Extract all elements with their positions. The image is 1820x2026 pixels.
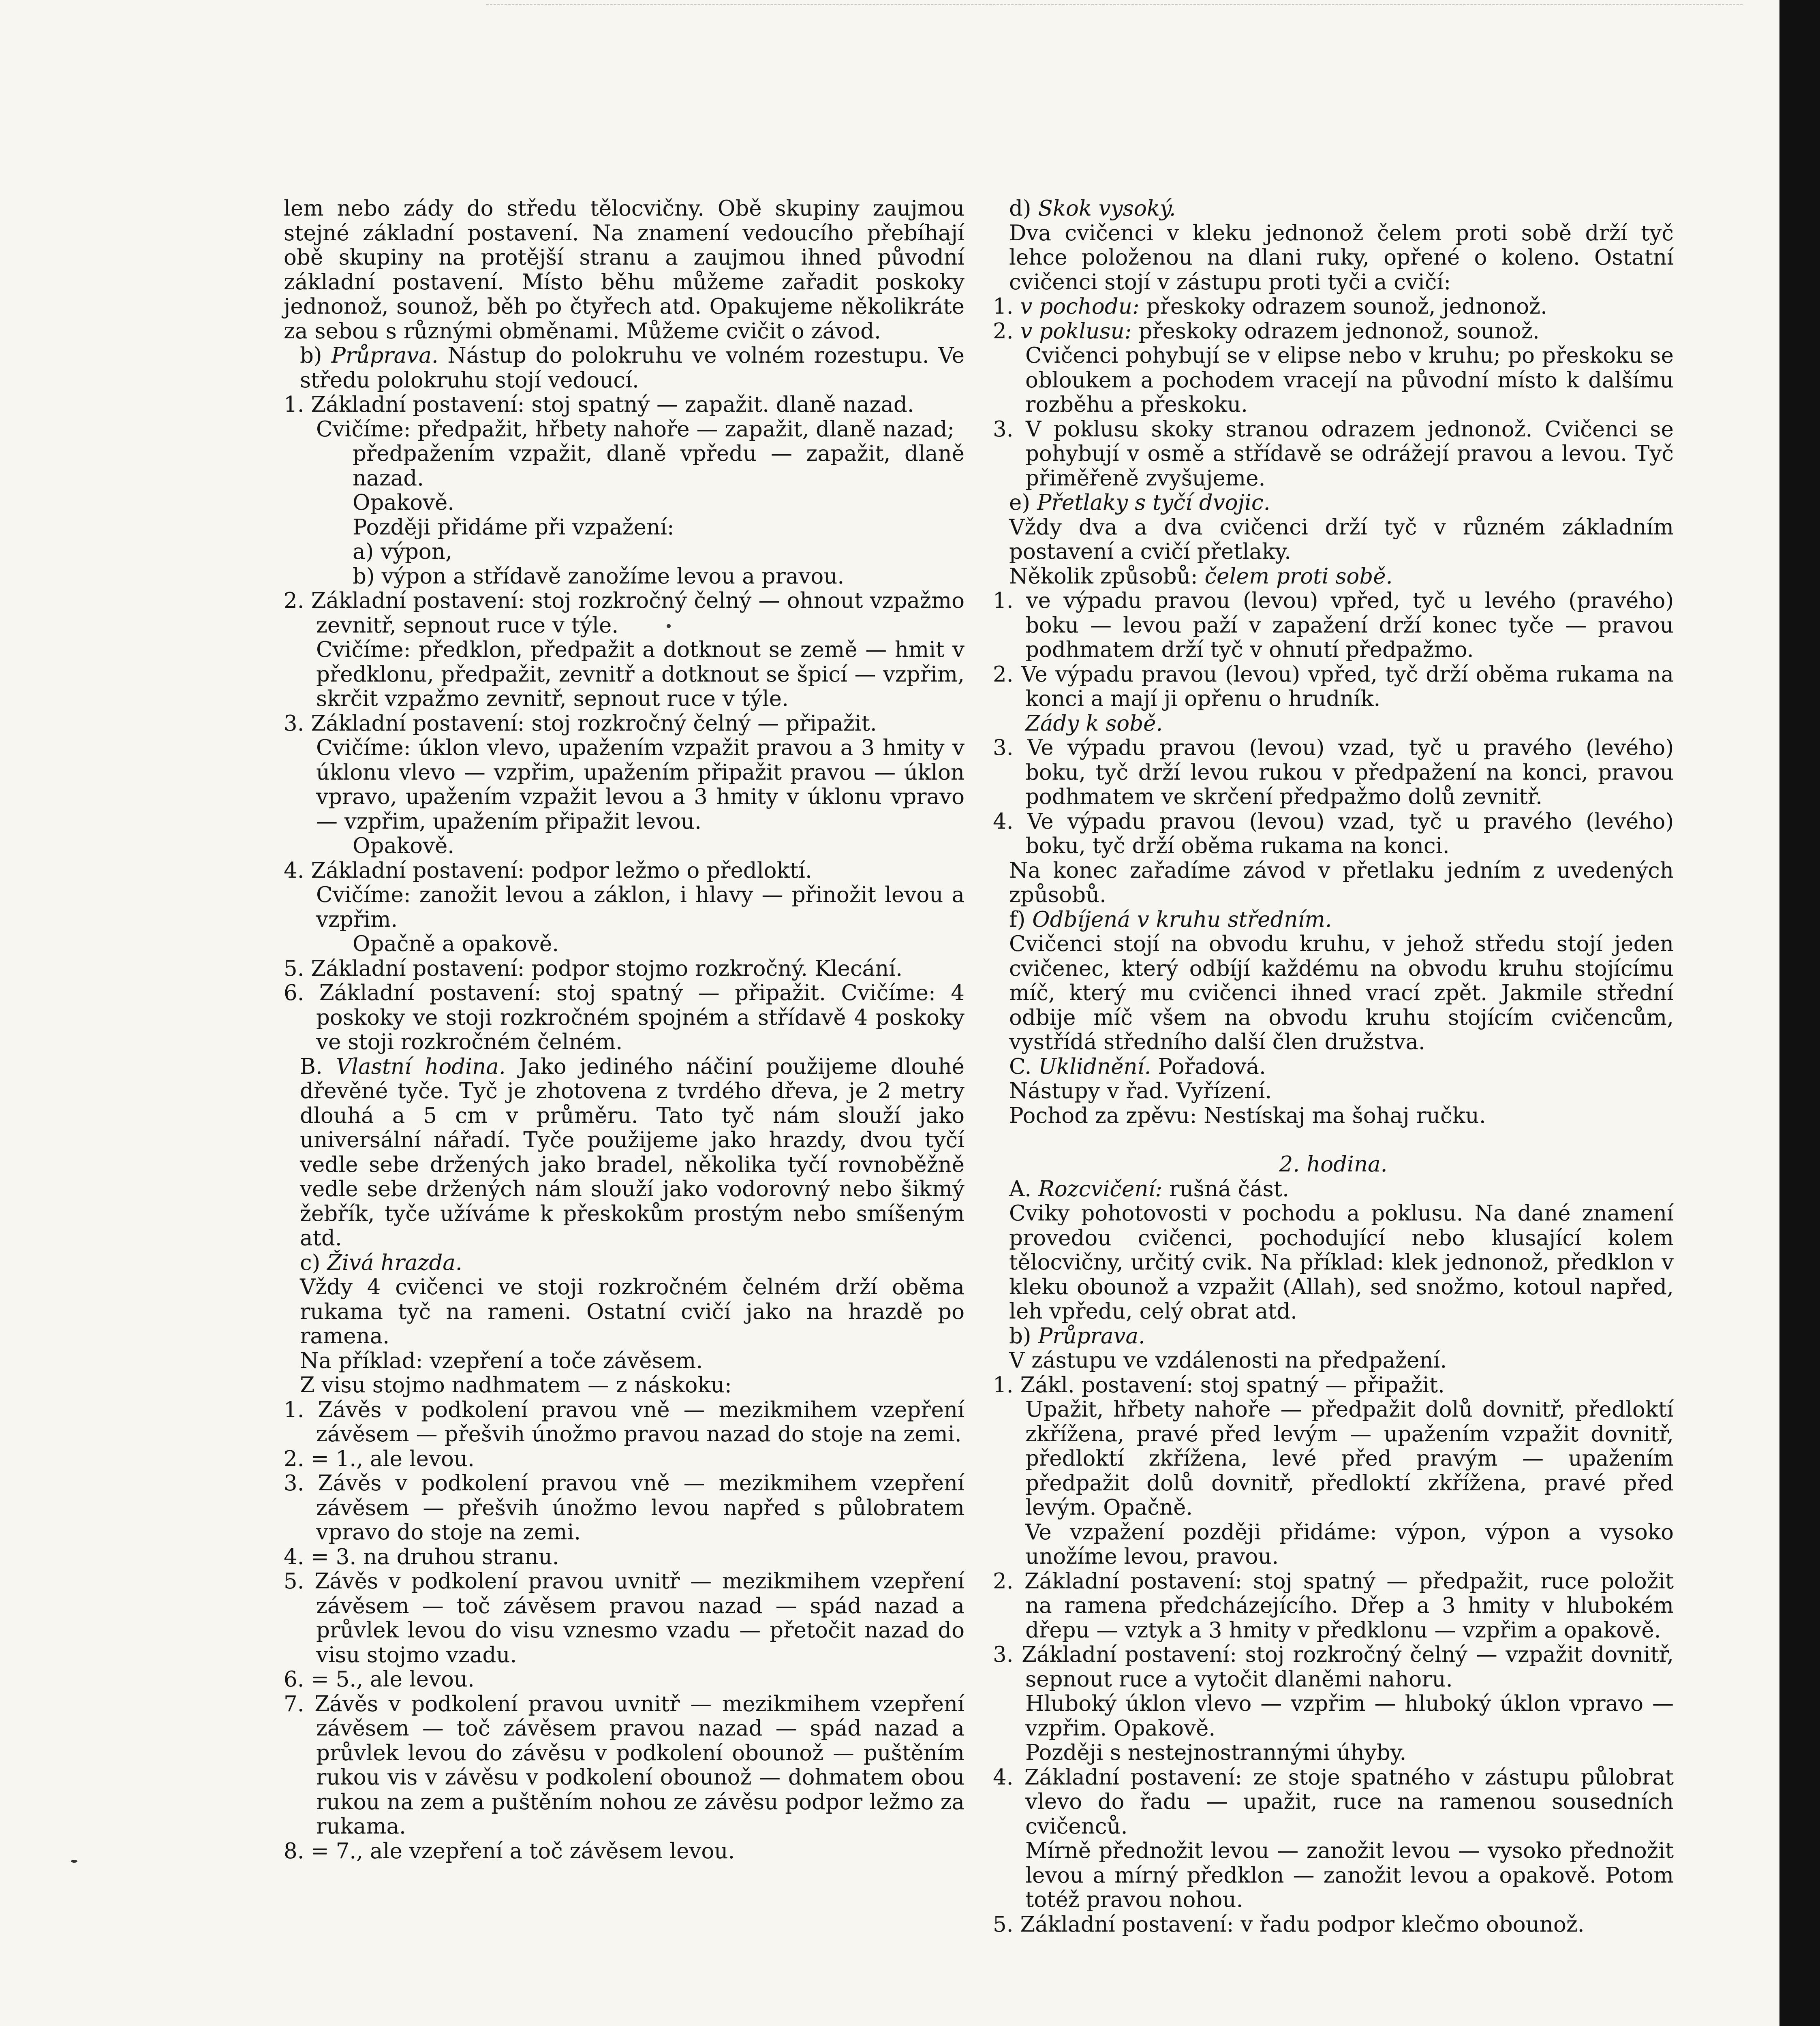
paragraph: 6. Základní postavení: stoj spatný — připažit. Cvičíme: 4 poskoky ve stoji rozkročném spojném a střídavě 4 poskoky ve stoji rozkročném čelném. xyxy=(284,981,965,1054)
paragraph: d) Skok vysoký. xyxy=(1009,196,1176,221)
paragraph: 3. Závěs v podkolení pravou vně — mezikmihem vzepření závěsem — přešvih únožmo levou napřed s půlobratem vpravo do stoje na zemi. xyxy=(284,1471,965,1545)
paragraph: Na příklad: vzepření a toče závěsem. xyxy=(300,1348,703,1373)
paragraph: 1. ve výpadu pravou (levou) vpřed, tyč u levého (pravého) boku — levou paží v zapažení drží konec tyče — pravou podhmatem drží tyč v ohnutí předpažmo. xyxy=(993,588,1674,662)
paragraph: 1. Závěs v podkolení pravou vně — mezikmihem vzepření závěsem — přešvih únožmo pravou nazad do stoje na zemi. xyxy=(284,1397,965,1447)
paragraph: 3. Základní postavení: stoj rozkročný čelný — vzpažit dovnitř, sepnout ruce a vytočit dlaněmi nahoru. xyxy=(993,1642,1674,1692)
paragraph: Cvičíme: předklon, předpažit a dotknout se země — hmit v předklonu, předpažit, zevnitř a dotknout se špicí — vzpřim, skrčit vzpažmo zevnitř, sepnout ruce v týle. xyxy=(316,637,965,711)
paragraph: 6. = 5., ale levou. xyxy=(284,1667,475,1692)
paragraph: Na konec zařadíme závod v přetlaku jedním z uvedených způsobů. xyxy=(1009,858,1674,907)
paragraph: 3. V poklusu skoky stranou odrazem jednonož. Cvičenci se pohybují v osmě a střídavě se odrážejí pravou a levou. Tyč přiměřeně zvyšujeme. xyxy=(993,417,1674,491)
paragraph: Cvičíme: předpažit, hřbety nahoře — zapažit, dlaně nazad; xyxy=(316,417,955,442)
paragraph: 2. Základní postavení: stoj rozkročný čelný — ohnout vzpažmo zevnitř, sepnout ruce v týle. xyxy=(284,588,965,638)
paragraph: 5. Závěs v podkolení pravou uvnitř — mezikmihem vzepření závěsem — toč závěsem pravou nazad — spád nazad a průvlek levou do visu vznesmo vzadu — přetočit nazad do visu stojmo vzadu. xyxy=(284,1569,965,1667)
paragraph: 4. Základní postavení: ze stoje spatného v zástupu půlobrat vlevo do řadu — upažit, ruce na ramenou sousedních cvičenců. xyxy=(993,1765,1674,1839)
paragraph: Pochod za zpěvu: Nestískaj ma šohaj ručku. xyxy=(1009,1103,1486,1128)
paragraph: lem nebo zády do středu tělocvičny. Obě skupiny zaujmou stejné základní postavení. Na znamení vedoucího přebíhají obě skupiny na protější stranu a zaujmou ihned původní základní postavení. Místo běhu můžeme zařadit poskoky jednonož, sounož, běh po čtyřech atd. Opakujeme několikráte za sebou s různými obměnami. Můžeme cvičit o závod. xyxy=(284,196,965,344)
paragraph: b) výpon a střídavě zanožíme levou a pravou. xyxy=(353,564,845,589)
paragraph: Zády k sobě. xyxy=(1025,711,1163,736)
paragraph: Opakově. xyxy=(353,490,455,515)
paragraph: 2. Základní postavení: stoj spatný — předpažit, ruce položit na ramena předcházejícího. Dřep a 3 hmity v hlubokém dřepu — vztyk a 3 hmity v předklonu — vzpřim a opakově. xyxy=(993,1569,1674,1643)
left-text-column xyxy=(284,197,965,1864)
paragraph: A. Rozcvičení: rušná část. xyxy=(1009,1176,1290,1201)
paragraph: e) Přetlaky s tyčí dvojic. xyxy=(1009,490,1270,515)
paragraph: c) Živá hrazda. xyxy=(300,1250,462,1275)
paragraph: a) výpon, xyxy=(353,539,452,564)
paragraph: 2. hodina. xyxy=(1279,1152,1388,1177)
paragraph: 2. = 1., ale levou. xyxy=(284,1446,475,1471)
paragraph: 5. Základní postavení: v řadu podpor klečmo obounož. xyxy=(993,1912,1585,1937)
paragraph: Nástupy v řad. Vyřízení. xyxy=(1009,1079,1272,1103)
paragraph: Mírně přednožit levou — zanožit levou — vysoko přednožit levou a mírný předklon — zanožit levou a opakově. Potom totéž pravou nohou. xyxy=(1025,1838,1674,1912)
scan-speck xyxy=(667,624,671,628)
paragraph: 5. Základní postavení: podpor stojmo rozkročný. Klecání. xyxy=(284,956,903,981)
paragraph: Ve vzpažení později přidáme: výpon, výpon a vysoko unožíme levou, pravou. xyxy=(1025,1520,1674,1569)
paragraph: 2. Ve výpadu pravou (levou) vpřed, tyč drží oběma rukama na konci a mají ji opřenu o hrudník. xyxy=(993,662,1674,711)
paragraph: 4. Ve výpadu pravou (levou) vzad, tyč u pravého (levého) boku, tyč drží oběma rukama na konci. xyxy=(993,809,1674,858)
scan-dark-edge xyxy=(1779,0,1820,2026)
paragraph: Později s nestejnostrannými úhyby. xyxy=(1025,1740,1407,1765)
paragraph: Opakově. xyxy=(353,833,455,858)
paragraph: Cviky pohotovosti v pochodu a poklusu. Na dané znamení provedou cvičenci, pochodující nebo klusající kolem tělocvičny, určitý cvik. Na příklad: klek jednonož, předklon v kleku obounož a vzpažit (Allah), sed snožmo, kotoul napřed, leh vpředu, celý obrat atd. xyxy=(1009,1201,1674,1324)
paragraph: Upažit, hřbety nahoře — předpažit dolů dovnitř, předloktí zkřížena, pravé před levým — upažením vzpažit dovnitř, předloktí zkřížena, levé před pravým — upažením předpažit dolů dovnitř, předloktí zkřížena, pravé před levým. Opačně. xyxy=(1025,1397,1674,1520)
paragraph: V zástupu ve vzdálenosti na předpažení. xyxy=(1009,1348,1447,1373)
paragraph: b) Průprava. Nástup do polokruhu ve volném rozestupu. Ve středu polokruhu stojí vedoucí. xyxy=(300,343,965,393)
paragraph: Později přidáme při vzpažení: xyxy=(353,515,674,540)
paragraph: Vždy 4 cvičenci ve stoji rozkročném čelném drží oběma rukama tyč na rameni. Ostatní cvičí jako na hrazdě po ramena. xyxy=(300,1275,965,1349)
paragraph: Hluboký úklon vlevo — vzpřim — hluboký úklon vpravo — vzpřim. Opakově. xyxy=(1025,1691,1674,1741)
paragraph: f) Odbíjená v kruhu středním. xyxy=(1009,907,1332,932)
paragraph: Opačně a opakově. xyxy=(353,932,559,956)
paragraph: 1. Základní postavení: stoj spatný — zapažit. dlaně nazad. xyxy=(284,392,914,417)
paragraph: 1. v pochodu: přeskoky odrazem sounož, jednonož. xyxy=(993,294,1547,319)
paragraph: Cvičíme: zanožit levou a záklon, i hlavy — přinožit levou a vzpřim. xyxy=(316,883,965,932)
paragraph: Cvičenci pohybují se v elipse nebo v kruhu; po přeskoku se obloukem a pochodem vracejí na původní místo k dalšímu rozběhu a přeskoku. xyxy=(1025,343,1674,417)
paragraph: 1. Zákl. postavení: stoj spatný — připažit. xyxy=(993,1372,1445,1398)
paragraph: 3. Ve výpadu pravou (levou) vzad, tyč u pravého (levého) boku, tyč drží levou rukou v předpažení na konci, pravou podhmatem ve skrčení předpažmo dolů zevnitř. xyxy=(993,735,1674,809)
paragraph: 4. = 3. na druhou stranu. xyxy=(284,1544,559,1569)
paragraph: C. Uklidnění. Pořadová. xyxy=(1009,1054,1266,1079)
paragraph: 3. Základní postavení: stoj rozkročný čelný — připažit. xyxy=(284,711,877,736)
paragraph: b) Průprava. xyxy=(1009,1323,1145,1349)
paragraph: Cvičenci stojí na obvodu kruhu, v jehož středu stojí jeden cvičenec, který odbíjí každému na obvodu kruhu stojícímu míč, který mu cvičenci ihned vrací zpět. Jakmile střední odbije míč všem na obvodu kruhu stojícím cvičencům, vystřídá středního další člen družstva. xyxy=(1009,932,1674,1054)
right-text-column xyxy=(993,197,1674,1937)
paragraph: Z visu stojmo nadhmatem — z náskoku: xyxy=(300,1373,732,1398)
paragraph: B. Vlastní hodina. Jako jediného náčiní použijeme dlouhé dřevěné tyče. Tyč je zhotovena z tvrdého dřeva, je 2 metry dlouhá a 5 cm v průměru. Tato tyč nám slouží jako universální nářadí. Tyče použijeme jako hrazdy, dvou tyčí vedle sebe držených jako bradel, několika tyčí rovnoběžně vedle sebe držených nám slouží jako vodorovný nebo šikmý žebřík, tyče užíváme k přeskokům prostým nebo smíšeným atd. xyxy=(300,1054,965,1250)
scan-speck xyxy=(71,1860,77,1863)
paragraph: 4. Základní postavení: podpor ležmo o předloktí. xyxy=(284,858,812,883)
paragraph: 8. = 7., ale vzepření a toč závěsem levou. xyxy=(284,1838,735,1864)
paragraph: Cvičíme: úklon vlevo, upažením vzpažit pravou a 3 hmity v úklonu vlevo — vzpřim, upažením připažit pravou — úklon vpravo, upažením vzpažit levou a 3 hmity v úklonu vpravo — vzpřim, upažením připažit levou. xyxy=(316,735,965,834)
paragraph: Dva cvičenci v kleku jednonož čelem proti sobě drží tyč lehce položenou na dlani ruky, opřené o koleno. Ostatní cvičenci stojí v zástupu proti tyči a cvičí: xyxy=(1009,220,1674,295)
scan-top-marks xyxy=(486,4,1743,21)
paragraph: 7. Závěs v podkolení pravou uvnitř — mezikmihem vzepření závěsem — toč závěsem pravou nazad — spád nazad a průvlek levou do závěsu v podkolení obounož — puštěním rukou vis v závěsu v podkolení obounož — dohmatem obou rukou na zem a puštěním nohou ze závěsu podpor ležmo za rukama. xyxy=(284,1691,965,1839)
paragraph: Několik způsobů: čelem proti sobě. xyxy=(1009,564,1393,589)
paragraph: Vždy dva a dva cvičenci drží tyč v různém základním postavení a cvičí přetlaky. xyxy=(1009,515,1674,564)
paragraph: předpažením vzpažit, dlaně vpředu — zapažit, dlaně nazad. xyxy=(353,441,965,491)
paragraph: 2. v poklusu: přeskoky odrazem jednonož, sounož. xyxy=(993,318,1540,344)
